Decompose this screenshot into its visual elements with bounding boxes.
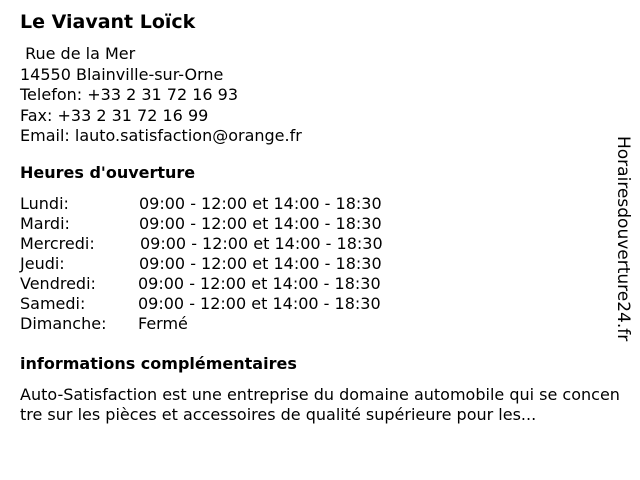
hours-row-dimanche [20,314,450,334]
time-value: 09:00 - 12:00 et 14:00 - 18:30 [140,234,383,253]
hours-row-vendredi [20,274,450,294]
time-value: 09:00 - 12:00 et 14:00 - 18:30 [139,214,382,233]
day-label: Lundi: [20,194,69,213]
street-address: Rue de la Mer [20,44,136,63]
hours-row-mercredi [20,234,450,254]
hours-row-mardi [20,214,450,234]
address-block [20,44,302,147]
site-watermark: Horairesdouverture24.fr [613,136,633,342]
time-value: 09:00 - 12:00 et 14:00 - 18:30 [139,194,382,213]
email-address: Email: lauto.satisfaction@orange.fr [20,126,302,145]
phone-number: Telefon: +33 2 31 72 16 93 [20,85,239,104]
day-label: Mardi: [20,214,70,233]
day-label: Dimanche: [20,314,107,333]
info-heading: informations complémentaires [20,354,297,373]
hours-row-samedi [20,294,450,314]
business-description: Auto-Satisfaction est une entreprise du domaine automobile qui se concentre sur les pièces et accessoires de qualité supérieure pour les... [20,385,620,424]
business-title: Le Viavant Loïck [20,11,196,33]
fax-number: Fax: +33 2 31 72 16 99 [20,105,209,125]
hours-heading: Heures d'ouverture [20,163,196,182]
time-value: 09:00 - 12:00 et 14:00 - 18:30 [139,254,382,273]
day-label: Samedi: [20,294,86,313]
time-value: 09:00 - 12:00 et 14:00 - 18:30 [138,294,381,313]
hours-row-jeudi [20,254,450,274]
opening-hours-list [20,194,450,334]
day-label: Jeudi: [20,254,65,273]
city-address: 14550 Blainville-sur-Orne [20,64,224,84]
hours-row-lundi [20,194,450,214]
day-label: Mercredi: [20,234,95,253]
time-value: Fermé [138,314,188,333]
time-value: 09:00 - 12:00 et 14:00 - 18:30 [138,274,381,293]
day-label: Vendredi: [20,274,96,293]
